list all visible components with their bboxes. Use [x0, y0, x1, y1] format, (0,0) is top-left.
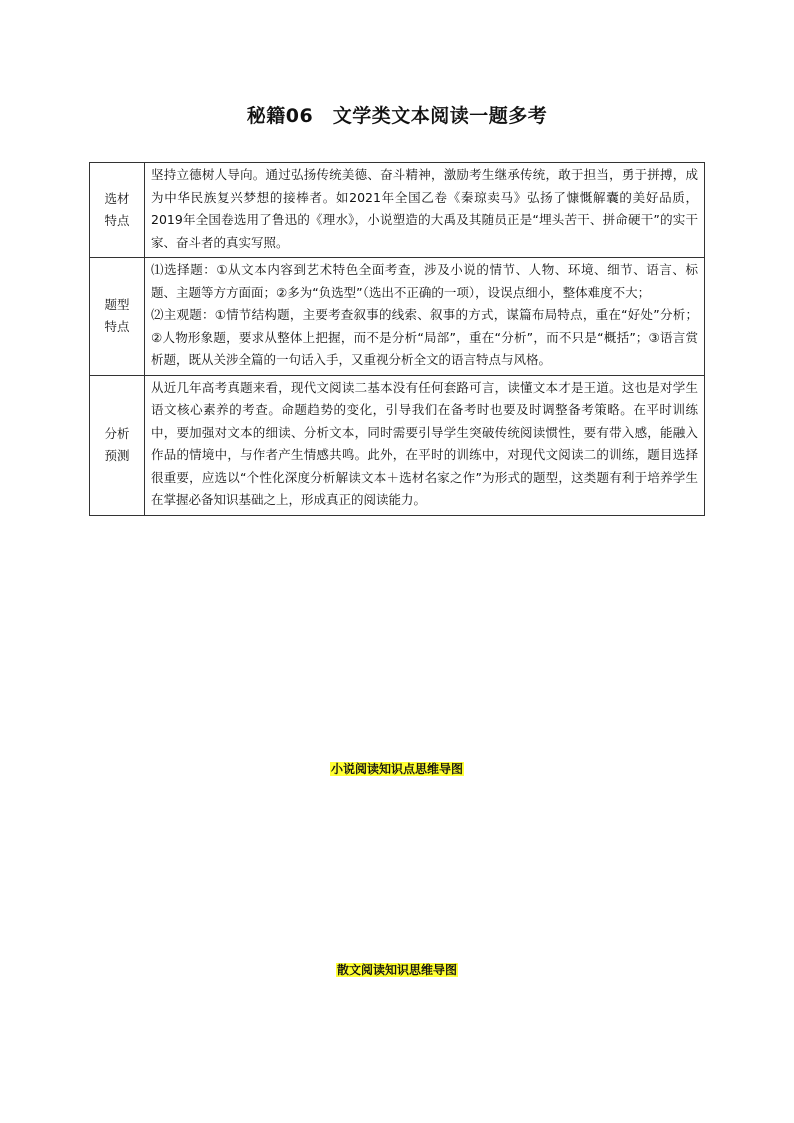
row-label-line: 题型 — [104, 296, 130, 312]
table-row-material — [90, 163, 705, 258]
row-content-material — [145, 163, 705, 258]
row-label-line: 特点 — [104, 319, 130, 335]
row-label-line: 预测 — [104, 448, 130, 463]
exam-analysis-table — [89, 162, 705, 516]
row-label-forecast — [90, 375, 145, 515]
novel-mindmap-label: 小说阅读知识点思维导图 — [330, 762, 463, 776]
row-label-question-type — [90, 258, 145, 376]
row-label-line: 特点 — [104, 213, 130, 228]
table-row-question-type — [90, 258, 705, 376]
content-paragraph: 从近几年高考真题来看，现代文阅读二基本没有任何套路可言，读懂文本才是王道。这也是对学生语文核心素养的考查。命题趋势的变化，引导我们在备考时也要及时调整备考策略。在平时训练中，要加强对文本的细读、分析文本，同时需要引导学生突破传统阅读惯性，要有带入感，能融入作品的情境中，与作者产生情感共鸣。此外，在平时的训练中，对现代文阅读二的训练，题目选择很重要，应选以“个性化深度分析解读文本＋选材名家之作”为形式的题型，这类题有利于培养学生在掌握必备知识基础之上，形成真正的阅读能力。 — [151, 379, 698, 507]
novel-mindmap-heading — [0, 761, 794, 777]
row-content-question-type — [145, 258, 705, 376]
page-title: 秘籍06 文学类文本阅读一题多考 — [246, 105, 548, 127]
content-paragraph: ⑴选择题：①从文本内容到艺术特色全面考查，涉及小说的情节、人物、环境、细节、语言、标题、主题等方方面面；②多为“负选型”（选出不正确的一项），设误点细小，整体难度不大； — [151, 262, 698, 300]
row-content-forecast — [145, 375, 705, 515]
content-paragraph: ⑵主观题：①情节结构题，主要考查叙事的线索、叙事的方式，谋篇布局特点，重在“好处”分析；②人物形象题，要求从整体上把握，而不是分析“局部”，重在“分析”，而不只是“概括”；③语言赏析题，既从关涉全篇的一句话入手，又重视分析全文的语言特点与风格。 — [151, 307, 698, 367]
prose-mindmap-label: 散文阅读知识思维导图 — [336, 963, 457, 977]
row-label-line: 分析 — [104, 425, 130, 441]
row-label-line: 选材 — [104, 190, 130, 206]
row-label-material — [90, 163, 145, 258]
content-paragraph: 坚持立德树人导向。通过弘扬传统美德、奋斗精神，激励考生继承传统，敢于担当，勇于拼搏，成为中华民族复兴梦想的接棒者。如2021年全国乙卷《秦琼卖马》弘扬了慷慨解囊的美好品质，2019年全国卷选用了鲁迅的《理水》，小说塑造的大禹及其随员正是“埋头苦干、拼命硬干”的实干家、奋斗者的真实写照。 — [151, 167, 698, 250]
prose-mindmap-heading — [0, 962, 794, 978]
table-row-forecast — [90, 375, 705, 515]
